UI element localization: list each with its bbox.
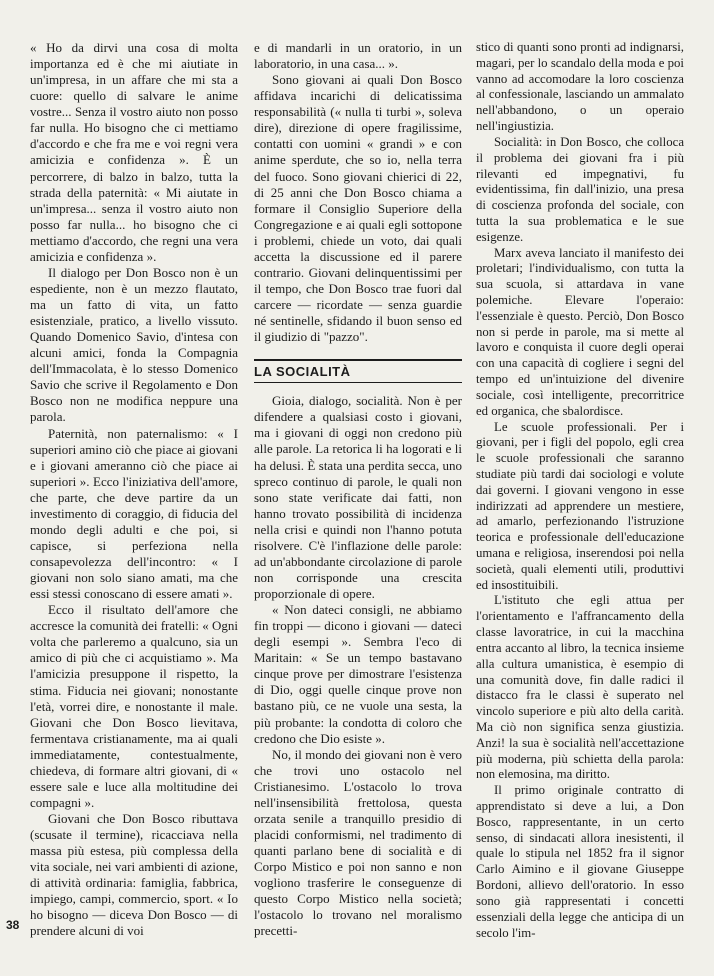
paragraph: Gioia, dialogo, socialità. Non è per difendere a qualsiasi costo i giovani, ma i giovani di oggi non credono più alle parole. La retorica li ha logorati e li ha delusi. È stata una perdita secca, uno spreco continuo di parole, le quali non sono state verificate dai fatti, non hanno trovato possibilità di incidenza nella crisi e quindi non l'hanno potuta risolvere. C'è l'inflazione delle parole: ad un'abbondante circolazione di parole non corrisponde una crescita proporzionale di opere. bbox=[254, 393, 462, 601]
text-column-right bbox=[476, 40, 684, 941]
paragraph: Socialità: in Don Bosco, che colloca il problema dei giovani fra i più rilevanti ed impegnativi, fu evidentissima, fin dall'inizio, una presa di coscienza profonda del sociale, con tutta la sua problematica e le sue esigenze. bbox=[476, 134, 684, 244]
paragraph: Il primo originale contratto di apprendistato si deve a lui, a Don Bosco, rappresentante, in un certo senso, di sindacati allora inesistenti, il quale lo stipula nel 1852 fra il signor Carlo Aimino e il giovane Giuseppe Bordoni, allievo dell'oratorio. In esso sono già rappresentati i concetti essenziali della legge che anticipa di un secolo l'im- bbox=[476, 783, 684, 940]
paragraph: « Ho da dirvi una cosa di molta importanza ed è che mi aiutiate in un'impresa, in un affare che mi sta a cuore: quello di salvare le anime vostre... Senza il vostro aiuto non posso far nulla. Ho bisogno che ci mettiamo d'accordo e che fra me e voi regni vera amicizia e confidenza ». È un percorrere, di balzo in balzo, tutta la strada della paternità: « Mi aiutate in un'impresa... senza il vostro aiuto non posso far nulla... ho bisogno che ci mettiamo d'accordo, che regni una vera amicizia e confidenza ». bbox=[30, 40, 238, 264]
paragraph: Sono giovani ai quali Don Bosco affidava incarichi di delicatissima responsabilità (« nulla ti turbi », soleva dire), direzione di opere fragilissime, contatti con uomini « grandi » e con anime sperdute, che so io, nella terra del fuoco. Sono giovani chierici di 22, di 25 anni che Don Bosco chiama a formare il Consiglio Superiore della Congregazione e ai quali egli sottopone i problemi, chiede un voto, dai quali accetta la discussione ed il parere contrario. Giovani delinquentissimi per il tempo, che Don Bosco trae fuori dal carcere — ricordate — senza guardie né sentinelle, sfidando il buon senso ed il giudizio di "pazzo". bbox=[254, 72, 462, 345]
paragraph: No, il mondo dei giovani non è vero che trovi uno ostacolo nel Cristianesimo. L'ostacolo lo trova nell'insensibilità frettolosa, questa orzata senile a tranquillo presidio di placidi conformismi, nel tradimento di quanti parlano bene di socialità e di Corpo Mistico e poi non sanno e non vogliono trasferire le conseguenze di questo Corpo Mistico nella società; l'ostacolo lo trovano nel moralismo precetti- bbox=[254, 746, 462, 939]
text-column-left bbox=[30, 40, 238, 940]
section-heading: LA SOCIALITÀ bbox=[254, 359, 462, 383]
paragraph: Marx aveva lanciato il manifesto dei proletari; l'individualismo, con tutta la sua scuola, si attardava in vane polemiche. Elevare l'operaio: l'essenziale è questo. Perciò, Don Bosco non si perde in parole, ma si mette al lavoro e conquista il cuore degli operai con una capacità di cogliere i segni del tempo ed un'intuizione del divenire sociale, così intelligente, precorritrice ed organica, che sbalordisce. bbox=[476, 245, 684, 418]
paragraph: stico di quanti sono pronti ad indignarsi, magari, per lo scandalo della moda e poi vanno ad accomodare la loro coscienza al confessionale, lasciando un ammalato nell'abbandono, o un operaio nell'ingiustizia. bbox=[476, 40, 684, 134]
text-column-middle bbox=[254, 40, 462, 939]
paragraph: Le scuole professionali. Per i giovani, per i figli del popolo, egli crea le scuole professionali che saranno studiate più tardi dai sociologi e volute dai governi. I giovani vengono in esse indirizzati ad apprendere un mestiere, ad amarlo, perfezionando l'istruzione teorica e professionale dell'educazione umana e religiosa, inserendosi poi nella società, quali elementi utili, produttivi ed insostituibili. bbox=[476, 419, 684, 592]
paragraph: Paternità, non paternalismo: « I superiori amino ciò che piace ai giovani e i giovani ameranno ciò che piace ai superiori ». Ecco l'iniziativa dell'amore, che parte, che deve partire da un investimento di coraggio, di fiducia del mondo degli adulti e che poi, si capisce, si perfeziona nella consapevolezza dell'incontro: « I giovani non solo siano amati, ma che essi stessi conoscano di essere amati ». bbox=[30, 425, 238, 602]
paragraph: Ecco il risultato dell'amore che accresce la comunità dei fratelli: « Ogni volta che parleremo a qualcuno, sia un amico di più che ci acquistiamo ». Ma l'amicizia presuppone il rispetto, la stima. Fiducia nei giovani; nonostante l'età, vorrei dire, e nonostante il male. Giovani che Don Bosco lievitava, fermentava cristianamente, ma ai quali immediatamente, contestualmente, chiedeva, di formare altri giovani, di « essere sale e luce alla moltitudine dei compagni ». bbox=[30, 602, 238, 810]
paragraph: « Non dateci consigli, ne abbiamo fin troppi — dicono i giovani — dateci degli esempi ». Sembra l'eco di Maritain: « Se un tempo bastavano cinque prove per dimostrare l'esistenza di Dio, oggi quelle cinque prove non bastano più, ce ne vuole una sesta, la più probante: la condotta di coloro che credono che Dio esiste ». bbox=[254, 602, 462, 746]
paragraph: Giovani che Don Bosco ributtava (scusate il termine), ricacciava nella massa più estesa, più complessa della vita sociale, nei vari ambienti di azione, di attività ordinaria: famiglia, fabbrica, impiego, campi, commercio, sport. « Io ho bisogno — diceva Don Bosco — di prendere alcuni di voi bbox=[30, 811, 238, 939]
paragraph: Il dialogo per Don Bosco non è un espediente, non è un mezzo flautato, ma un fatto di vita, un fatto esistenziale, pratico, a livello vissuto. Quando Domenico Savio, d'intesa con alcuni amici, fonda la Compagnia dell'Immacolata, è lo stesso Domenico Savio che scrive il Regolamento e Don Bosco non ne modifica neppure una parola. bbox=[30, 264, 238, 425]
page-number: 38 bbox=[6, 918, 20, 932]
paragraph: L'istituto che egli attua per l'orientamento e l'affrancamento della classe lavoratrice, in cui la macchina entra accanto al libro, la tecnica insieme alla cultura umanistica, è esempio di una comunità dove, fin dalle radici il distacco fra le classi è superato nel vincolo superiore e più alto della carità. Ma ciò non significa senza giustizia. Anzi! la sua è socialità nell'accettazione più moderna, più schietta della parola: non elemosina, ma diritto. bbox=[476, 593, 684, 782]
paragraph: e di mandarli in un oratorio, in un laboratorio, in una casa... ». bbox=[254, 40, 462, 72]
